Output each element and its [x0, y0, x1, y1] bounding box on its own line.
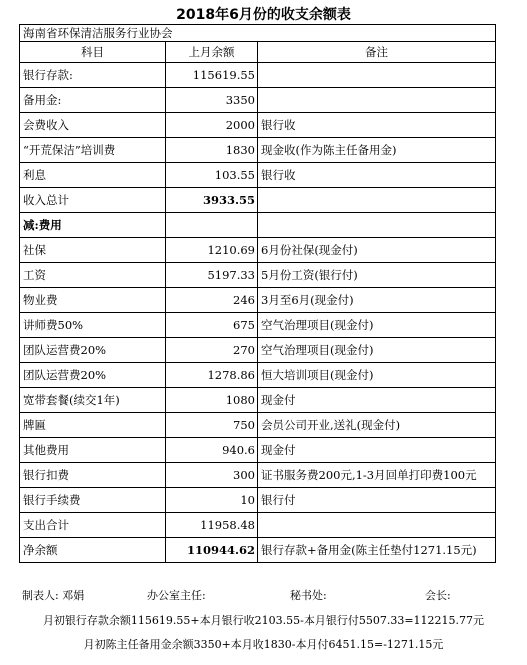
row-note: 恒大培训项目(现金付) [258, 363, 496, 388]
net-balance-row [20, 538, 496, 563]
row-subject: 讲师费50% [20, 313, 166, 338]
row-amount: 270 [166, 338, 258, 363]
row-subject: 牌匾 [20, 413, 166, 438]
row-note: 会员公司开业,送礼(现金付) [258, 413, 496, 438]
row-amount: 1080 [166, 388, 258, 413]
header-row [20, 42, 496, 63]
row-amount: 2000 [166, 113, 258, 138]
table-row [20, 238, 496, 263]
row-note: 银行付 [258, 488, 496, 513]
net-balance-amount: 110944.62 [166, 538, 258, 563]
row-amount: 750 [166, 413, 258, 438]
row-subject: 利息 [20, 163, 166, 188]
organization-row [20, 25, 496, 42]
page-title: 2018年6月份的收支余额表 [176, 7, 351, 23]
row-amount: 675 [166, 313, 258, 338]
row-subject: 会费收入 [20, 113, 166, 138]
expense-total-amount: 11958.48 [166, 513, 258, 538]
table-row [20, 163, 496, 188]
row-note: 银行收 [258, 113, 496, 138]
office-director-signature: 办公室主任: [147, 589, 206, 602]
row-note: 6月份社保(现金付) [258, 238, 496, 263]
expense-total-row [20, 513, 496, 538]
table-row [20, 288, 496, 313]
row-subject: 宽带套餐(续交1年) [20, 388, 166, 413]
row-amount: 103.55 [166, 163, 258, 188]
row-subject: 工资 [20, 263, 166, 288]
table-row [20, 113, 496, 138]
row-amount: 10 [166, 488, 258, 513]
row-amount: 115619.55 [166, 63, 258, 88]
row-note [258, 188, 496, 213]
table-row [20, 388, 496, 413]
expense-section-label: 减:费用 [20, 213, 166, 238]
income-total-row [20, 188, 496, 213]
row-subject: 银行扣费 [20, 463, 166, 488]
row-subject: 支出合计 [20, 513, 166, 538]
table-row [20, 463, 496, 488]
row-note: 空气治理项目(现金付) [258, 338, 496, 363]
row-subject: “开荒保洁”培训费 [20, 138, 166, 163]
row-note [258, 88, 496, 113]
row-subject: 物业费 [20, 288, 166, 313]
header-last-month: 上月余额 [166, 42, 258, 63]
table-row [20, 363, 496, 388]
row-note: 证书服务费200元,1-3月回单打印费100元 [258, 463, 496, 488]
row-note [258, 63, 496, 88]
row-subject: 团队运营费20% [20, 338, 166, 363]
row-subject: 备用金: [20, 88, 166, 113]
row-subject: 社保 [20, 238, 166, 263]
row-amount: 940.6 [166, 438, 258, 463]
row-note: 空气治理项目(现金付) [258, 313, 496, 338]
row-amount: 1210.69 [166, 238, 258, 263]
table-row [20, 338, 496, 363]
row-note: 现金付 [258, 388, 496, 413]
secretary-signature: 秘书处: [290, 589, 327, 602]
row-subject: 其他费用 [20, 438, 166, 463]
table-row [20, 438, 496, 463]
preparer-signature: 制表人: 邓娟 [22, 589, 85, 602]
balance-table [19, 24, 496, 563]
table-row [20, 138, 496, 163]
row-note: 现金收(作为陈主任备用金) [258, 138, 496, 163]
row-note: 银行收 [258, 163, 496, 188]
expense-section-row [20, 213, 496, 238]
row-subject: 银行手续费 [20, 488, 166, 513]
row-amount: 300 [166, 463, 258, 488]
row-subject: 净余额 [20, 538, 166, 563]
row-subject: 团队运营费20% [20, 363, 166, 388]
bank-balance-note: 月初银行存款余额115619.55+本月银行收2103.55-本月银行付5507.33=112215.77元 [42, 614, 485, 627]
petty-cash-note: 月初陈主任备用金余额3350+本月收1830-本月付6451.15=-1271.15元 [83, 638, 444, 651]
row-subject: 收入总计 [20, 188, 166, 213]
table-row [20, 313, 496, 338]
organization-name: 海南省环保清洁服务行业协会 [20, 25, 496, 42]
table-row [20, 63, 496, 88]
row-subject: 银行存款: [20, 63, 166, 88]
table-row [20, 263, 496, 288]
row-note: 5月份工资(银行付) [258, 263, 496, 288]
row-note: 现金付 [258, 438, 496, 463]
table-row [20, 413, 496, 438]
president-signature: 会长: [425, 589, 451, 602]
row-amount: 5197.33 [166, 263, 258, 288]
row-note [258, 213, 496, 238]
row-amount: 1830 [166, 138, 258, 163]
row-amount: 246 [166, 288, 258, 313]
header-subject: 科目 [20, 42, 166, 63]
row-amount: 3350 [166, 88, 258, 113]
row-note [258, 513, 496, 538]
row-note: 3月至6月(现金付) [258, 288, 496, 313]
row-amount [166, 213, 258, 238]
income-total-amount: 3933.55 [166, 188, 258, 213]
header-note: 备注 [258, 42, 496, 63]
row-amount: 1278.86 [166, 363, 258, 388]
table-row [20, 488, 496, 513]
table-row [20, 88, 496, 113]
row-note: 银行存款+备用金(陈主任垫付1271.15元) [258, 538, 496, 563]
